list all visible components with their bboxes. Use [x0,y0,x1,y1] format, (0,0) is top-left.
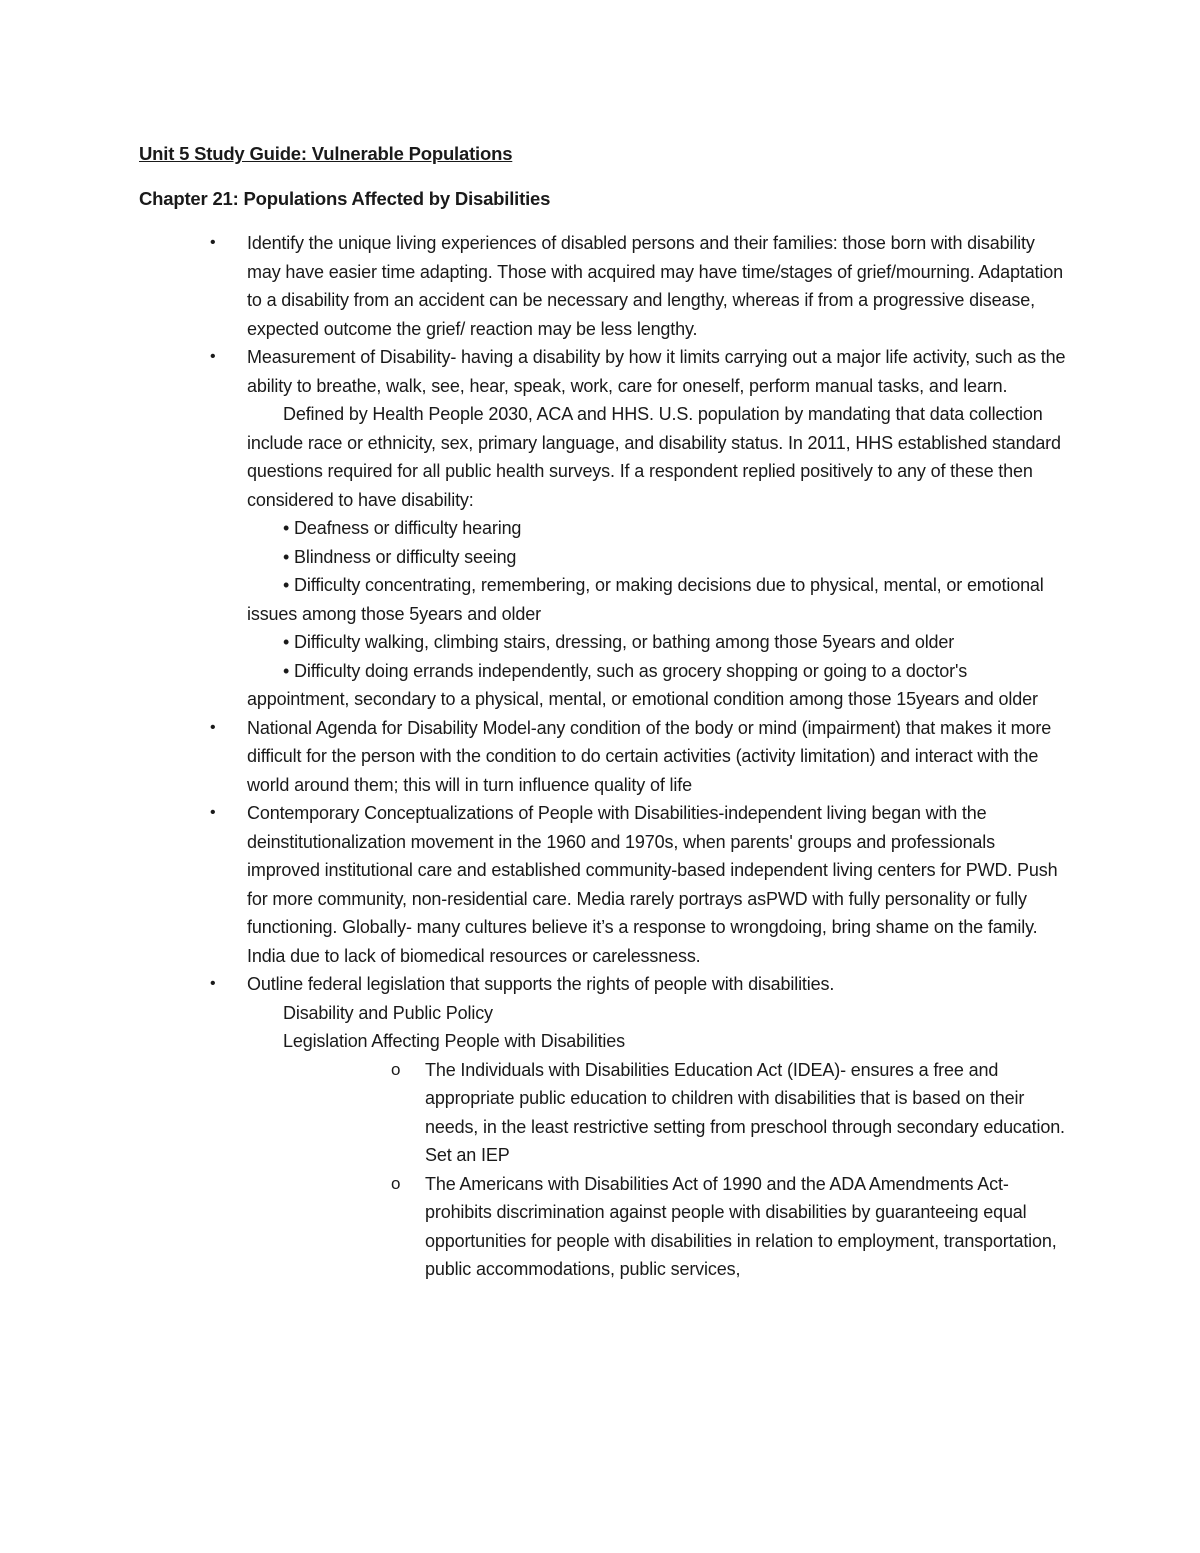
bullet-item-measurement [0,343,1067,400]
bullet-text: Identify the unique living experiences of disabled persons and their families: those born with disability may have easier time adapting. Those with acquired may have time/stages of grief/mourning. Adaptation to a disability from an accident can be necessary and lengthy, whereas if from a progressive disease, expected outcome the grief/ reaction may be less lengthy. [247,233,1063,339]
bullet-icon: • [210,804,216,821]
page-title: Unit 5 Study Guide: Vulnerable Populations [139,143,513,164]
legislation-heading: Legislation Affecting People with Disabilities [283,1031,625,1051]
sub-item-mobility: • Difficulty walking, climbing stairs, dressing, or bathing among those 5years and older [283,632,955,652]
circle-bullet-icon: o [391,1173,401,1193]
bullet-text: Measurement of Disability- having a disability by how it limits carrying out a major life activity, such as the ability to breathe, walk, see, hear, speak, work, care for oneself, perform manual tasks, and learn. [247,347,1066,396]
bullet-item-contemporary [0,799,1067,970]
bullet-item-living-experiences [0,229,1067,343]
act-text: The Individuals with Disabilities Education Act (IDEA)- ensures a free and appropriate public education to children with disabilities that is based on their needs, in the least restrictive setting from preschool through secondary education. Set an IEP [425,1059,1065,1165]
sub-item-deafness: • Deafness or difficulty hearing [283,518,522,538]
bullet-text: Contemporary Conceptualizations of People with Disabilities-independent living began with the deinstitutionalization movement in the 1960 and 1970s, when parents' groups and professionals improved institutional care and established community-based independent living centers for PWD. Push for more community, non-residential care. Media rarely portrays asPWD with fully personality or fully functioning. Globally- many cultures believe it’s a response to wrongdoing, bring shame on the family. India due to lack of biomedical resources or carelessness. [247,803,1058,966]
act-item-ada [0,1170,1065,1284]
bullet-text: National Agenda for Disability Model-any condition of the body or mind (impairment) that makes it more difficult for the person with the condition to do certain activities (activity limitation) and interact with the world around them; this will in turn influence quality of life [247,717,1052,795]
bullet-item-national-agenda [0,714,1067,800]
sub-item-errands: • Difficulty doing errands independently, such as grocery shopping or going to a doctor's appointment, secondary to a physical, mental, or emotional condition among those 15years and older [247,660,1038,709]
bullet-icon: • [210,975,216,992]
bullet-item-legislation [0,970,1067,999]
act-text: The Americans with Disabilities Act of 1990 and the ADA Amendments Act- prohibits discrimination against people with disabilities by guaranteeing equal opportunities for people with disabilities in relation to employment, transportation, public accommodations, public services, [425,1173,1057,1279]
bullet-text: Outline federal legislation that supports the rights of people with disabilities. [247,974,835,994]
sub-item-cognition: • Difficulty concentrating, remembering, or making decisions due to physical, mental, or emotional issues among those 5years and older [247,575,1044,624]
act-item-idea [0,1056,1065,1170]
chapter-heading: Chapter 21: Populations Affected by Disabilities [139,188,551,209]
circle-bullet-icon: o [391,1059,401,1079]
bullet-icon: • [210,234,216,251]
document-body [0,229,1200,1284]
bullet-icon: • [210,348,216,365]
definition-paragraph: Defined by Health People 2030, ACA and HHS. U.S. population by mandating that data collection include race or ethnicity, sex, primary language, and disability status. In 2011, HHS established standard questions required for all public health surveys. If a respondent replied positively to any of these then considered to have disability: [247,404,1061,510]
policy-heading: Disability and Public Policy [283,1002,493,1023]
bullet-icon: • [210,718,216,736]
sub-item-blindness: • Blindness or difficulty seeing [283,546,517,567]
